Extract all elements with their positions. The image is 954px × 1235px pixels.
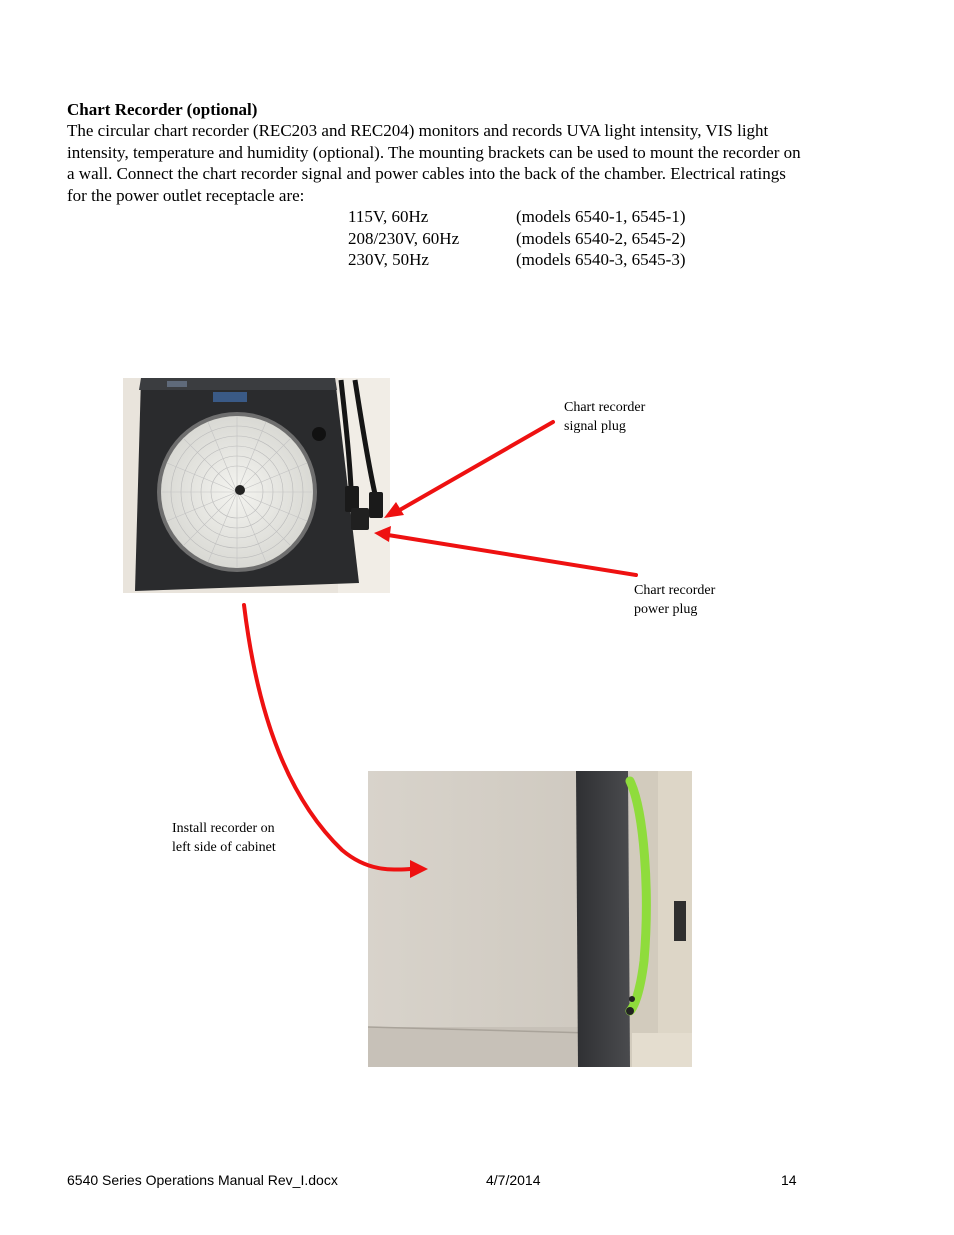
rating-models: (models 6540-3, 6545-3) [516,250,686,270]
arrow-to-signal-plug [398,422,553,511]
callout-signal-plug [564,398,645,436]
paragraph-line: for the power outlet receptacle are: [67,185,305,205]
callout-line: left side of cabinet [172,840,276,855]
rating-voltage: 230V, 50Hz [348,250,429,270]
paragraph-line: intensity, temperature and humidity (optional). The mounting brackets can be used to mount the recorder on [67,142,801,162]
rating-row [348,228,686,250]
rating-row [348,206,686,228]
rating-voltage: 115V, 60Hz [348,207,429,226]
body-paragraph [67,120,897,206]
section-heading: Chart Recorder (optional) [67,100,258,119]
callout-power-plug [634,581,715,619]
callout-install [172,819,276,857]
rating-models: (models 6540-1, 6545-1) [516,207,686,226]
paragraph-line: The circular chart recorder (REC203 and REC204) monitors and records UVA light intensity, VIS light [67,121,769,140]
footer-filename: 6540 Series Operations Manual Rev_I.docx [67,1172,338,1188]
footer-page-number: 14 [781,1172,797,1188]
callout-line: Chart recorder [564,400,646,415]
rating-row [348,249,686,271]
cabinet-photo [368,771,692,1067]
callout-line: signal plug [564,419,626,434]
electrical-ratings [348,206,686,271]
arrow-to-power-plug [388,535,636,575]
callout-line: Install recorder on [172,821,275,836]
rating-voltage: 208/230V, 60Hz [348,228,460,248]
paragraph-line: a wall. Connect the chart recorder signal and power cables into the back of the chamber. Electrical ratings [67,164,786,184]
chart-recorder-photo [123,378,390,593]
footer-date: 4/7/2014 [486,1172,541,1188]
rating-models: (models 6540-2, 6545-2) [516,228,686,248]
callout-line: Chart recorder [634,583,716,598]
callout-line: power plug [634,602,698,617]
